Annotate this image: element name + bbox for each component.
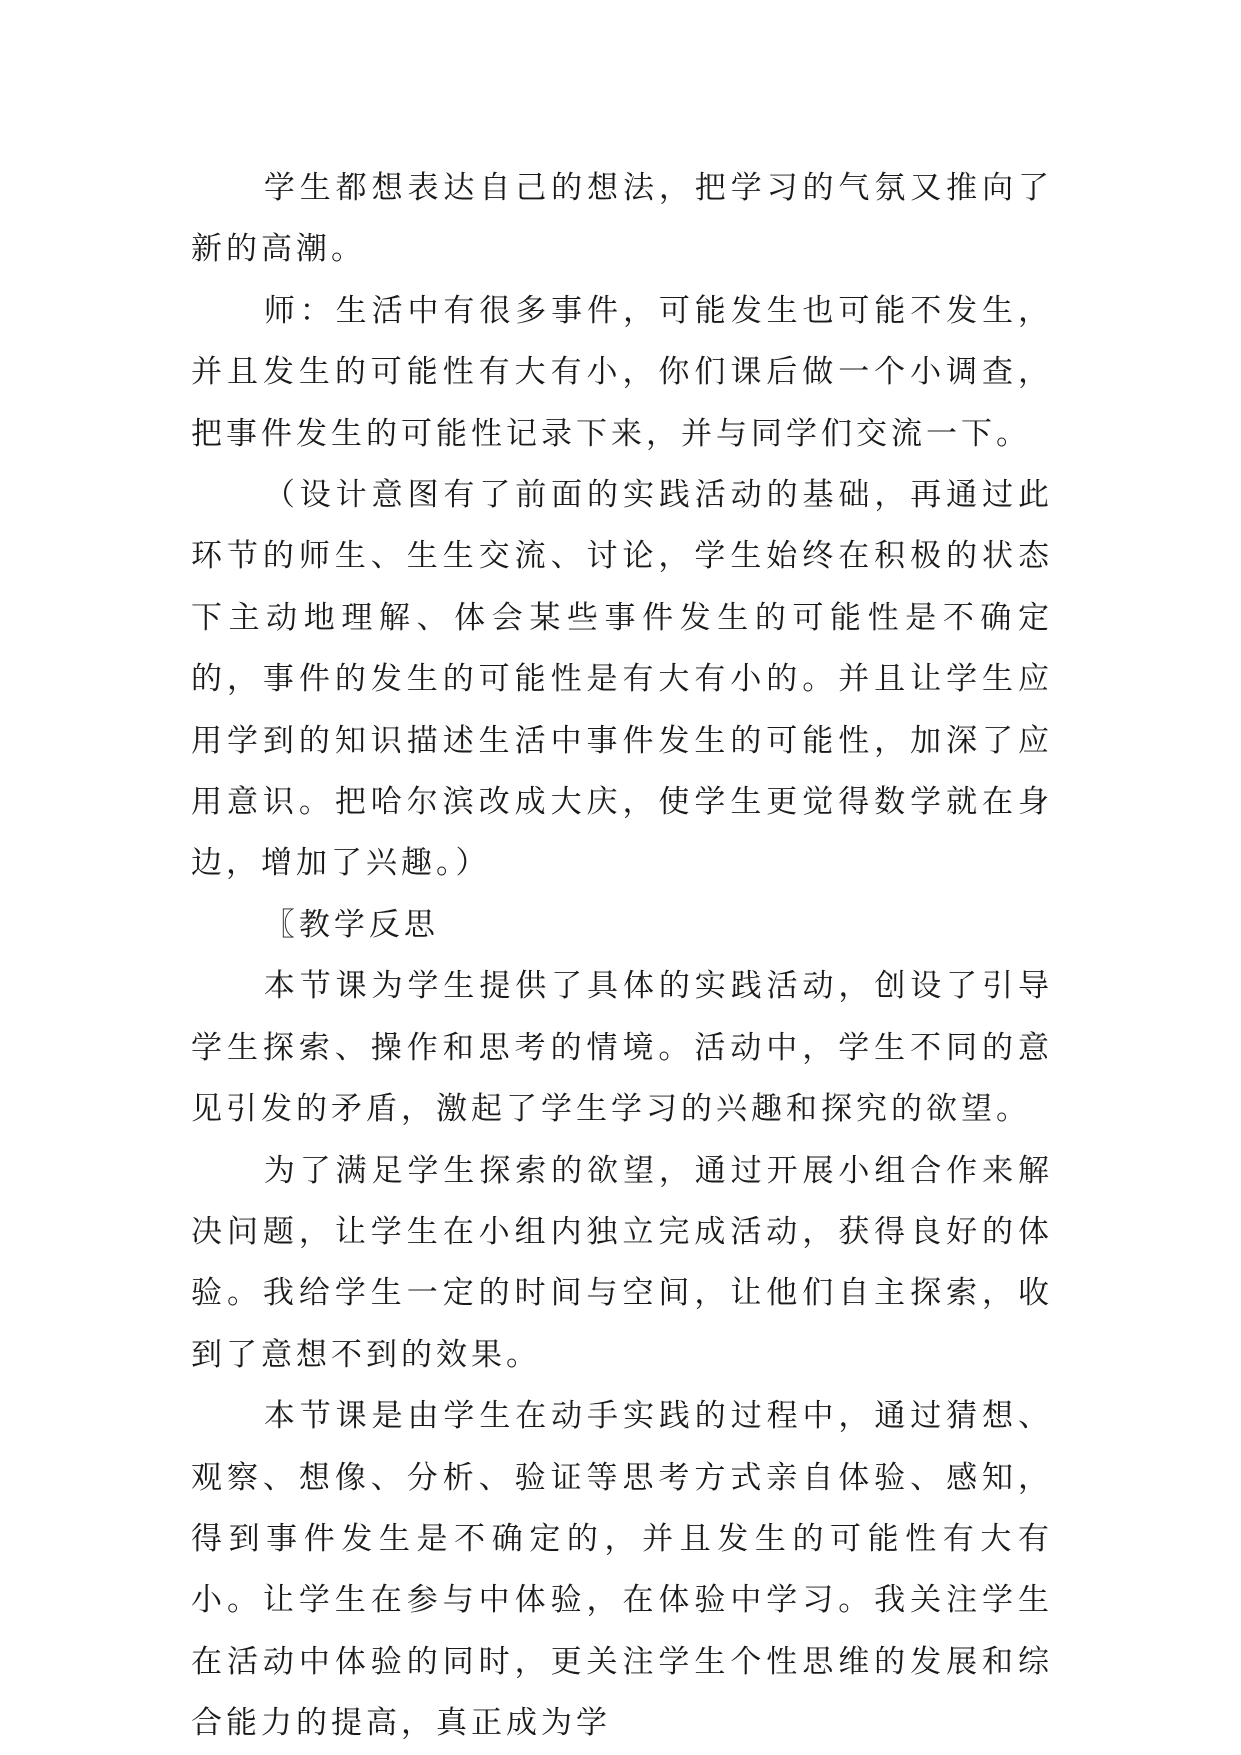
paragraph-reflection-2: 为了满足学生探索的欲望，通过开展小组合作来解决问题，让学生在小组内独立完成活动，获得良好的体验。我给学生一定的时间与空间，让他们自主探索，收到了意想不到的效果。 [191, 1152, 1053, 1373]
paragraph-design-intent: （设计意图有了前面的实践活动的基础，再通过此环节的师生、生生交流、讨论，学生始终在积极的状态下主动地理解、体会某些事件发生的可能性是不确定的，事件的发生的可能性是有大有小的。并且让学生应用学到的知识描述生活中事件发生的可能性，加深了应用意识。把哈尔滨改成大庆，使学生更觉得数学就在身边，增加了兴趣。） [191, 477, 1053, 882]
section-heading-reflection: 〖教学反思 [263, 906, 439, 943]
paragraph-reflection-1: 本节课为学生提供了具体的实践活动，创设了引导学生探索、操作和思考的情境。活动中，学生不同的意见引发的矛盾，激起了学生学习的兴趣和探究的欲望。 [191, 968, 1053, 1128]
body-text [191, 158, 1053, 1755]
paragraph-reflection-3: 本节课是由学生在动手实践的过程中，通过猜想、观察、想像、分析、验证等思考方式亲自体验、感知，得到事件发生是不确定的，并且发生的可能性有大有小。让学生在参与中体验，在体验中学习。我关注学生在活动中体验的同时，更关注学生个性思维的发展和综合能力的提高，真正成为学 [191, 1398, 1053, 1742]
paragraph-teacher-assignment: 师：生活中有很多事件，可能发生也可能不发生，并且发生的可能性有大有小，你们课后做一个小调查，把事件发生的可能性记录下来，并与同学们交流一下。 [191, 292, 1053, 452]
paragraph-student-ideas: 学生都想表达自己的想法，把学习的气氛又推向了新的高潮。 [191, 170, 1053, 268]
